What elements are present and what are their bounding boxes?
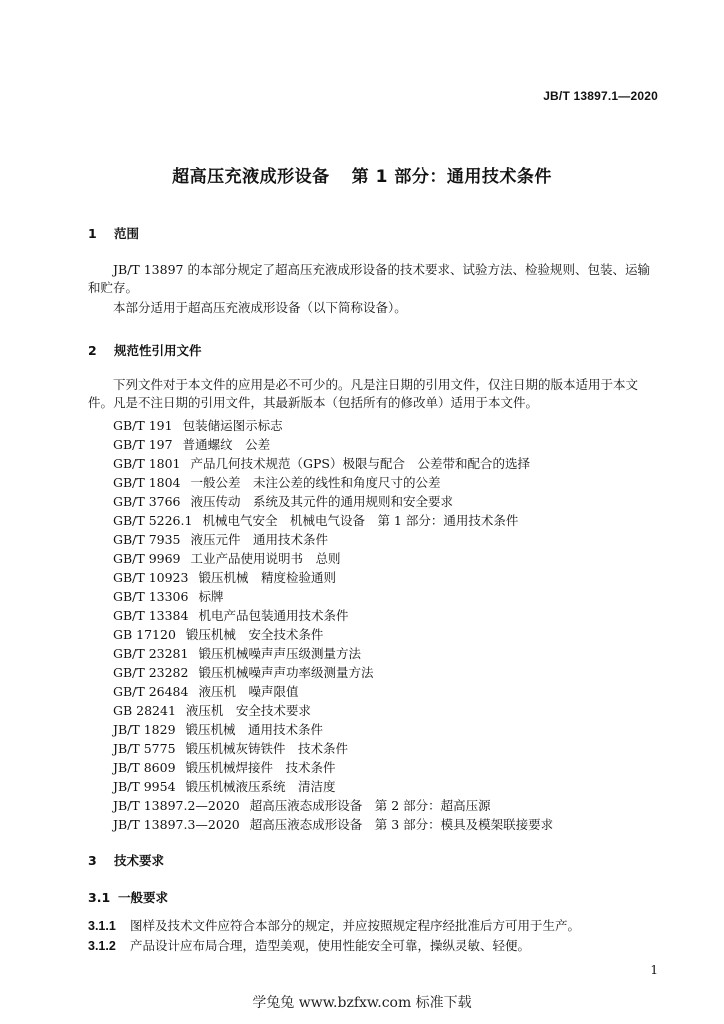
clause-text: 产品设计应布局合理，造型美观，使用性能安全可靠，操纵灵敏、轻便。: [130, 938, 531, 953]
ref-code: GB/T 23282: [113, 665, 189, 680]
list-item: [113, 606, 553, 625]
ref-code: GB/T 1801: [113, 456, 181, 471]
list-item: [113, 777, 553, 796]
list-item: [113, 720, 553, 739]
subsection-number: 3.1: [88, 890, 111, 905]
scope-paragraph-1: JB/T 13897 的本部分规定了超高压充液成形设备的技术要求、试验方法、检验规则、包装、运输和贮存。: [88, 262, 650, 295]
title-part: 第 1 部分：通用技术条件: [351, 167, 552, 187]
clause-3-1-1: [88, 917, 580, 935]
ref-title: 锻压机械 通用技术条件: [185, 722, 324, 737]
ref-code: GB/T 9969: [113, 551, 181, 566]
section-title: 技术要求: [114, 853, 165, 868]
ref-title: 锻压机械 安全技术条件: [185, 627, 324, 642]
list-item: [113, 568, 553, 587]
ref-title: 产品几何技术规范（GPS）极限与配合 公差带和配合的选择: [190, 456, 530, 471]
reference-list: [113, 416, 553, 834]
ref-title: 液压传动 系统及其元件的通用规则和安全要求: [190, 494, 454, 509]
list-item: [113, 549, 553, 568]
ref-code: GB/T 7935: [113, 532, 181, 547]
list-item: [113, 511, 553, 530]
ref-code: GB/T 26484: [113, 684, 189, 699]
references-intro: 下列文件对于本文件的应用是必不可少的。凡是注日期的引用文件，仅注日期的版本适用于本文件。凡是不注日期的引用文件，其最新版本（包括所有的修改单）适用于本文件。: [88, 377, 639, 410]
ref-title: 包装储运图示标志: [182, 418, 283, 433]
section-number: 2: [88, 343, 97, 358]
ref-code: JB/T 13897.3—2020: [113, 817, 240, 832]
ref-code: GB/T 10923: [113, 570, 189, 585]
ref-title: 机械电气安全 机械电气设备 第 1 部分：通用技术条件: [202, 513, 519, 528]
clause-number: 3.1.2: [88, 939, 116, 953]
list-item: [113, 587, 553, 606]
subsection-3-1-heading: [88, 888, 168, 906]
document-title: [0, 162, 724, 187]
title-main: 超高压充液成形设备: [172, 167, 330, 187]
list-item: [113, 473, 553, 492]
ref-title: 机电产品包装通用技术条件: [198, 608, 349, 623]
ref-code: GB/T 23281: [113, 646, 189, 661]
list-item: [113, 815, 553, 834]
list-item: [113, 492, 553, 511]
section-title: 范围: [114, 226, 140, 241]
list-item: [113, 682, 553, 701]
ref-title: 锻压机械液压系统 清洁度: [185, 779, 336, 794]
list-item: [113, 435, 553, 454]
ref-code: JB/T 9954: [113, 779, 176, 794]
ref-code: GB 28241: [113, 703, 176, 718]
ref-code: GB 17120: [113, 627, 176, 642]
list-item: [113, 701, 553, 720]
ref-code: JB/T 8609: [113, 760, 176, 775]
ref-title: 工业产品使用说明书 总则: [190, 551, 341, 566]
list-item: [113, 758, 553, 777]
ref-code: GB/T 191: [113, 418, 173, 433]
section-1-heading: [88, 224, 139, 242]
ref-title: 液压机 安全技术要求: [185, 703, 311, 718]
ref-title: 锻压机械焊接件 技术条件: [185, 760, 336, 775]
clause-text: 图样及技术文件应符合本部分的规定，并应按照规定程序经批准后方可用于生产。: [130, 918, 581, 933]
list-item: [113, 739, 553, 758]
section-3-heading: [88, 851, 164, 869]
clause-3-1-2: [88, 937, 530, 955]
ref-code: GB/T 3766: [113, 494, 181, 509]
ref-code: GB/T 197: [113, 437, 173, 452]
list-item: [113, 454, 553, 473]
ref-title: 超高压液态成形设备 第 2 部分：超高压源: [249, 798, 491, 813]
ref-code: GB/T 13306: [113, 589, 189, 604]
ref-code: GB/T 1804: [113, 475, 181, 490]
ref-title: 锻压机械 精度检验通则: [198, 570, 336, 585]
section-number: 3: [88, 853, 97, 868]
ref-code: GB/T 5226.1: [113, 513, 193, 528]
page-number: 1: [650, 963, 658, 977]
section-number: 1: [88, 226, 97, 241]
watermark-text: 学兔兔 www.bzfxw.com 标准下载: [252, 995, 472, 1011]
ref-title: 标牌: [198, 589, 224, 604]
ref-title: 普通螺纹 公差: [182, 437, 271, 452]
ref-code: JB/T 5775: [113, 741, 176, 756]
section-title: 规范性引用文件: [114, 343, 202, 358]
scope-paragraph-2: 本部分适用于超高压充液成形设备（以下简称设备）。: [113, 300, 407, 315]
ref-title: 液压元件 通用技术条件: [190, 532, 329, 547]
ref-title: 超高压液态成形设备 第 3 部分：模具及模架联接要求: [249, 817, 554, 832]
ref-title: 锻压机械灰铸铁件 技术条件: [185, 741, 349, 756]
list-item: [113, 644, 553, 663]
list-item: [113, 663, 553, 682]
section-2-heading: [88, 341, 202, 359]
ref-code: JB/T 13897.2—2020: [113, 798, 240, 813]
ref-title: 一般公差 未注公差的线性和角度尺寸的公差: [190, 475, 441, 490]
clause-number: 3.1.1: [88, 919, 116, 933]
list-item: [113, 625, 553, 644]
list-item: [113, 530, 553, 549]
ref-title: 锻压机械噪声声功率级测量方法: [198, 665, 374, 680]
ref-title: 锻压机械噪声声压级测量方法: [198, 646, 361, 661]
list-item: [113, 416, 553, 435]
subsection-title: 一般要求: [118, 890, 169, 905]
list-item: [113, 796, 553, 815]
ref-title: 液压机 噪声限值: [198, 684, 299, 699]
standard-code: JB/T 13897.1—2020: [543, 89, 658, 103]
ref-code: GB/T 13384: [113, 608, 189, 623]
ref-code: JB/T 1829: [113, 722, 176, 737]
